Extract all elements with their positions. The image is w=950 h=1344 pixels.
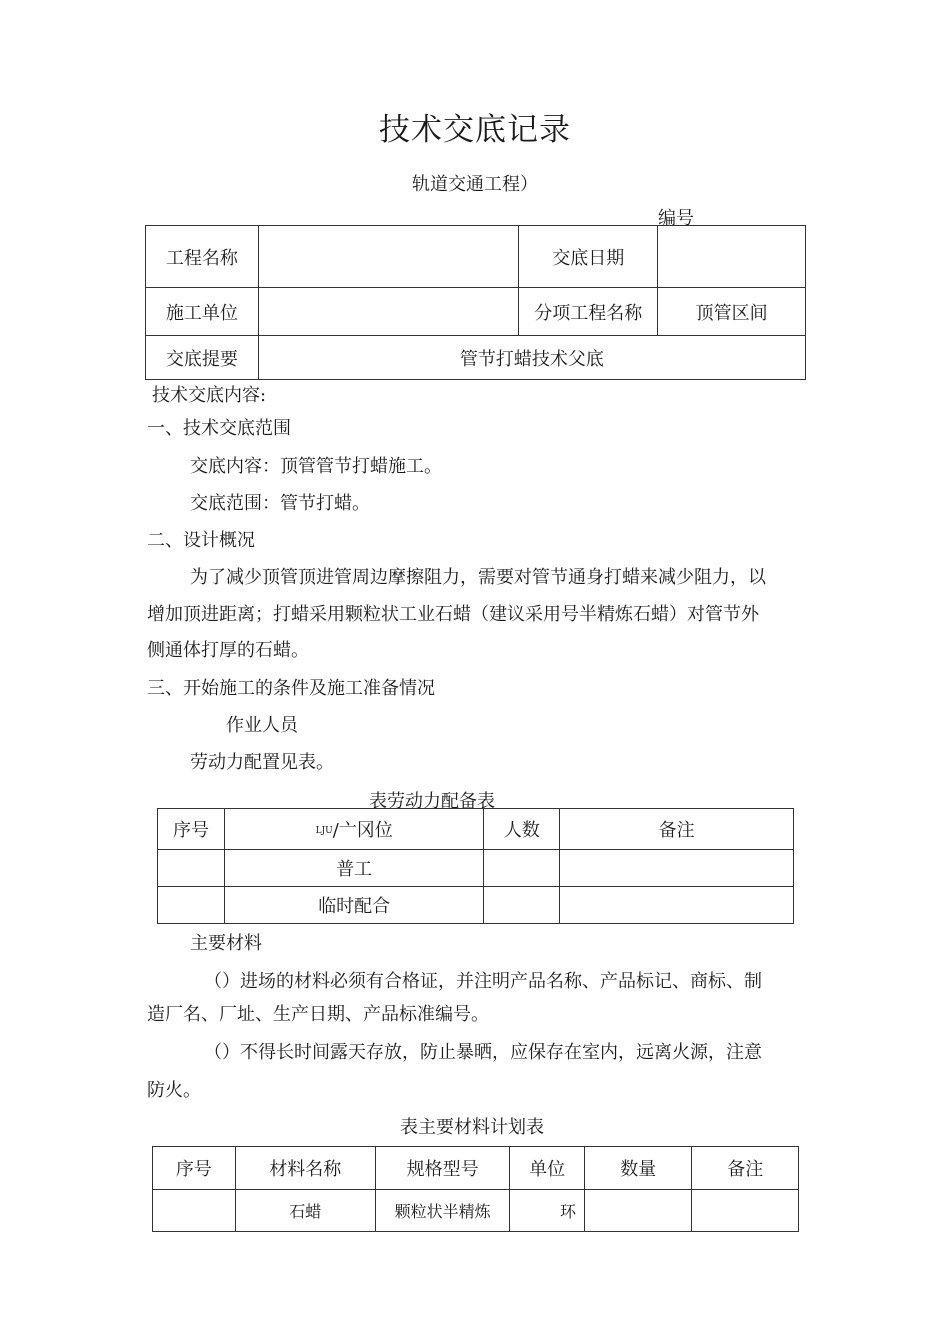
section-2-title: 二、设计概况 — [147, 530, 255, 551]
code-label: 编号 — [658, 208, 694, 229]
labor-header-remark: 备注 — [560, 809, 794, 850]
material-table-caption: 表主要材料计划表 — [400, 1117, 544, 1138]
section-1-paragraph-1: 交底内容：顶管管节打蜡施工。 — [190, 456, 442, 477]
labor-row-1-no — [158, 850, 225, 887]
material-table — [152, 1146, 799, 1232]
labor-header-post — [224, 809, 484, 850]
summary-value: 管节打蜡技术父底 — [258, 336, 805, 380]
date-label: 交底日期 — [519, 226, 658, 288]
date-value — [658, 226, 806, 288]
material-row-1-name: 石蜡 — [235, 1190, 375, 1232]
material-header-name: 材料名称 — [235, 1147, 375, 1190]
labor-row-1-count — [484, 850, 560, 887]
material-header-no: 序号 — [153, 1147, 236, 1190]
labor-row-1-remark — [560, 850, 794, 887]
info-table — [145, 225, 806, 380]
page-title: 技术交底记录 — [379, 112, 571, 148]
material-header-unit: 单位 — [510, 1147, 585, 1190]
labor-header-post-prefix: LJU — [315, 826, 333, 836]
material-row-1-no — [153, 1190, 236, 1232]
material-header-qty: 数量 — [584, 1147, 691, 1190]
section-1-paragraph-2: 交底范围：管节打蜡。 — [190, 493, 370, 514]
labor-row-2-post: 临时配合 — [224, 887, 484, 924]
material-row-1-spec: 颗粒状半精炼 — [375, 1190, 509, 1232]
labor-header-post-text: /亠冈位 — [332, 820, 393, 841]
material-row-1-remark — [692, 1190, 799, 1232]
labor-header-count: 人数 — [484, 809, 560, 850]
sub-project-value: 顶管区间 — [658, 288, 806, 336]
materials-item-2-line-2: 防火。 — [147, 1080, 201, 1101]
labor-row-2-no — [158, 887, 225, 924]
table-row — [158, 850, 794, 887]
section-2-line-1: 为了减少顶管顶进管周边摩擦阻力，需要对管节通身打蜡来减少阻力，以 — [190, 567, 766, 588]
labor-row-1-post: 普工 — [224, 850, 484, 887]
labor-row-2-remark — [560, 887, 794, 924]
material-header-spec: 规格型号 — [375, 1147, 509, 1190]
unit-value — [258, 288, 519, 336]
table-row — [153, 1190, 799, 1232]
section-1-title: 一、技术交底范围 — [147, 418, 291, 439]
labor-row-2-count — [484, 887, 560, 924]
materials-item-2-line-1: （）不得长时间露天存放，防止暴晒，应保存在室内，远离火源，注意 — [204, 1042, 762, 1063]
material-row-1-unit: 环 — [510, 1190, 585, 1232]
materials-item-1-line-2: 造厂名、厂址、生产日期、产品标准编号。 — [147, 1004, 489, 1025]
unit-label: 施工单位 — [146, 288, 259, 336]
section-2-line-3: 侧通体打厚的石蜡。 — [147, 640, 309, 661]
section-2-line-2: 增加顶进距离；打蜡采用颗粒状工业石蜡（建议采用号半精炼石蜡）对管节外 — [147, 604, 759, 625]
sub-project-label: 分项工程名称 — [519, 288, 658, 336]
content-intro: 技术交底内容: — [152, 385, 267, 406]
page-subtitle: 轨道交通工程） — [412, 174, 538, 195]
workers-heading: 作业人员 — [226, 715, 298, 736]
material-header-remark: 备注 — [692, 1147, 799, 1190]
labor-table-caption: 表劳动力配备表 — [369, 791, 495, 812]
materials-item-1-line-1: （）进场的材料必须有合格证，并注明产品名称、产品标记、商标、制 — [204, 971, 762, 992]
materials-heading: 主要材料 — [190, 933, 262, 954]
section-3-title: 三、开始施工的条件及施工准备情况 — [147, 678, 435, 699]
project-name-label: 工程名称 — [146, 226, 259, 288]
labor-header-no: 序号 — [158, 809, 225, 850]
table-row — [158, 887, 794, 924]
labor-note: 劳动力配置见表。 — [190, 752, 334, 773]
summary-label: 交底提要 — [146, 336, 259, 380]
material-row-1-qty — [584, 1190, 691, 1232]
project-name-value — [258, 226, 519, 288]
labor-table — [157, 808, 794, 924]
